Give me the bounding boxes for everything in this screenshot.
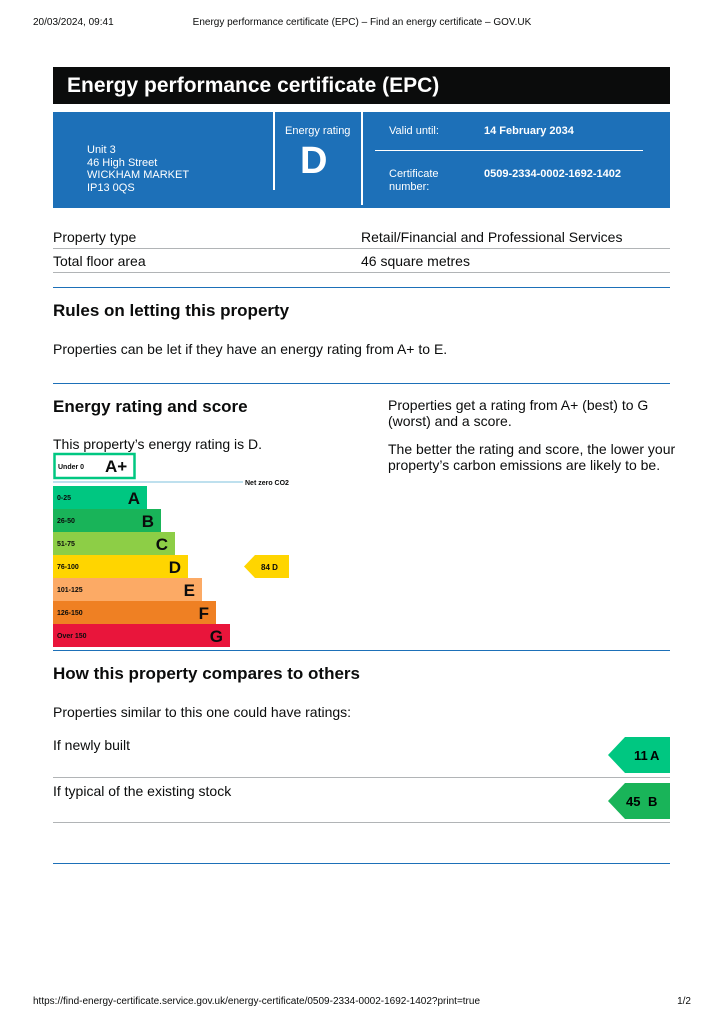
summary-key: Total floor area [53, 253, 146, 269]
print-page-number: 1/2 [677, 996, 691, 1007]
rating-arrow-band: B [648, 794, 658, 809]
rating-band-letter: A [127, 489, 140, 508]
rating-band-letter: B [141, 512, 154, 531]
energy-rating-graph [53, 452, 298, 650]
rating-band-range: 76-100 [57, 564, 79, 571]
energy-rating-letter: D [300, 140, 328, 182]
panel-horizontal-divider [375, 150, 643, 151]
panel-divider [361, 112, 363, 205]
valid-until-label: Valid until: [389, 125, 439, 137]
certificate-number-value: 0509-2334-0002-1692-1402 [484, 168, 622, 180]
property-summary-list [53, 225, 670, 273]
summary-row-floor-area [53, 249, 670, 273]
rating-arrow-band: A [650, 748, 660, 763]
print-datetime: 20/03/2024, 09:41 [33, 17, 114, 28]
section-divider [53, 863, 670, 864]
comparison-row-new-build [53, 737, 670, 778]
section-divider [53, 287, 670, 288]
rating-band-letter: E [183, 581, 195, 600]
certificate-number-label: Certificate number: [389, 168, 439, 193]
rating-band-range: 51-75 [57, 541, 75, 548]
energy-rating-label: Energy rating [285, 125, 351, 137]
rating-band-range: 0-25 [57, 495, 72, 502]
print-url: https://find-energy-certificate.service.gov.uk/energy-certificate/0509-2334-0002-1692-1402?print=true [33, 996, 481, 1007]
summary-value: Retail/Financial and Professional Services [361, 229, 623, 245]
print-header [33, 17, 691, 31]
rating-band-range: 126-150 [57, 610, 83, 617]
rating-band-range: Over 150 [57, 633, 87, 640]
comparison-row-existing-stock [53, 783, 670, 823]
print-footer [33, 996, 691, 1010]
rating-band-letter: A+ [105, 457, 128, 476]
rating-info-text: Properties get a rating from A+ (best) to G (worst) and a score. [388, 397, 649, 429]
energy-rating-heading: Energy rating and score [53, 397, 248, 416]
rules-heading: Rules on letting this property [53, 301, 290, 320]
certificate-summary-panel [53, 112, 670, 208]
current-rating-label: 84 D [261, 563, 278, 572]
valid-until-value: 14 February 2034 [484, 125, 574, 137]
comparison-label: If newly built [53, 737, 131, 753]
rating-arrow-score: 45 [626, 794, 641, 809]
section-divider [53, 383, 670, 384]
rating-band-letter: G [209, 627, 223, 646]
summary-key: Property type [53, 229, 137, 245]
rating-arrow-badge [608, 737, 670, 773]
comparison-label: If typical of the existing stock [53, 783, 232, 799]
print-document-title: Energy performance certificate (EPC) – Find an energy certificate – GOV.UK [192, 17, 532, 28]
summary-row-property-type [53, 225, 670, 249]
rating-band-letter: C [155, 535, 168, 554]
net-zero-label: Net zero CO2 [245, 480, 289, 487]
address-line: WICKHAM MARKET [87, 169, 190, 181]
rating-band-range: 26-50 [57, 518, 75, 525]
rules-body: Properties can be let if they have an energy rating from A+ to E. [53, 341, 448, 357]
section-divider [53, 650, 670, 651]
rating-info-text: The better the rating and score, the lower your property’s carbon emissions are likely to be. [388, 441, 676, 473]
rating-band-letter: F [198, 604, 209, 623]
rating-arrow-score: 11 [634, 748, 648, 763]
page-title: Energy performance certificate (EPC) [53, 67, 670, 104]
rating-band-range: Under 0 [58, 464, 85, 471]
panel-divider [273, 112, 275, 190]
rating-band-letter: D [168, 558, 181, 577]
address-line: 46 High Street [87, 156, 158, 169]
address-line: Unit 3 [87, 144, 116, 156]
comparison-heading: How this property compares to others [53, 664, 360, 683]
property-address [87, 144, 189, 194]
address-line: IP13 0QS [87, 181, 135, 194]
summary-value: 46 square metres [361, 253, 470, 269]
rating-band-range: 101-125 [57, 587, 83, 594]
comparison-intro: Properties similar to this one could have ratings: [53, 704, 352, 720]
rating-arrow-badge [608, 783, 670, 819]
energy-rating-statement: This property’s energy rating is D. [53, 436, 263, 452]
